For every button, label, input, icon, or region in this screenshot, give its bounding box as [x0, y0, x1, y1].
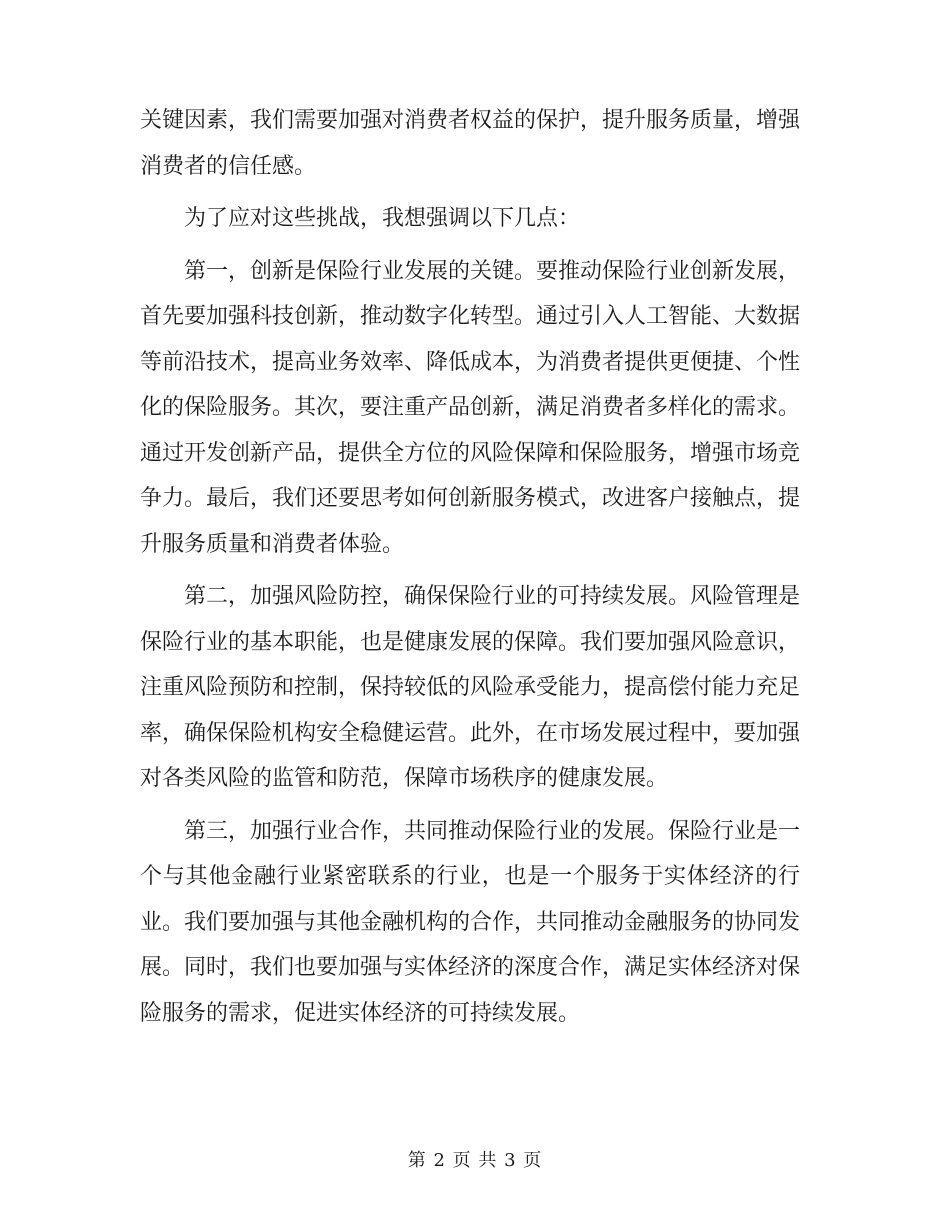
paragraph-point-one: 第一，创新是保险行业发展的关键。要推动保险行业创新发展，首先要加强科技创新，推动数字化转型。通过引入人工智能、大数据等前沿技术，提高业务效率、降低成本，为消费者提供更便捷、个性化的保险服务。其次，要注重产品创新，满足消费者多样化的需求。通过开发创新产品，提供全方位的风险保障和保险服务，增强市场竞争力。最后，我们还要思考如何创新服务模式，改进客户接触点，提升服务质量和消费者体验。 — [140, 258, 801, 557]
page-number-footer: 第 2 页 共 3 页 — [407, 1150, 543, 1171]
paragraph-point-two: 第二，加强风险防控，确保保险行业的可持续发展。风险管理是保险行业的基本职能，也是健康发展的保障。我们要加强风险意识，注重风险预防和控制，保持较低的风险承受能力，提高偿付能力充足率，确保保险机构安全稳健运营。此外，在市场发展过程中，要加强对各类风险的监管和防范，保障市场秩序的健康发展。 — [140, 584, 801, 791]
paragraph-intro: 为了应对这些挑战，我想强调以下几点： — [184, 206, 581, 231]
paragraph-point-three: 第三，加强行业合作，共同推动保险行业的发展。保险行业是一个与其他金融行业紧密联系的行业，也是一个服务于实体经济的行业。我们要加强与其他金融机构的合作，共同推动金融服务的协同发展。同时，我们也要加强与实体经济的深度合作，满足实体经济对保险服务的需求，促进实体经济的可持续发展。 — [140, 818, 801, 1026]
document-body — [140, 98, 800, 1043]
paragraph-continuation: 关键因素，我们需要加强对消费者权益的保护，提升服务质量，增强消费者的信任感。 — [140, 108, 801, 179]
